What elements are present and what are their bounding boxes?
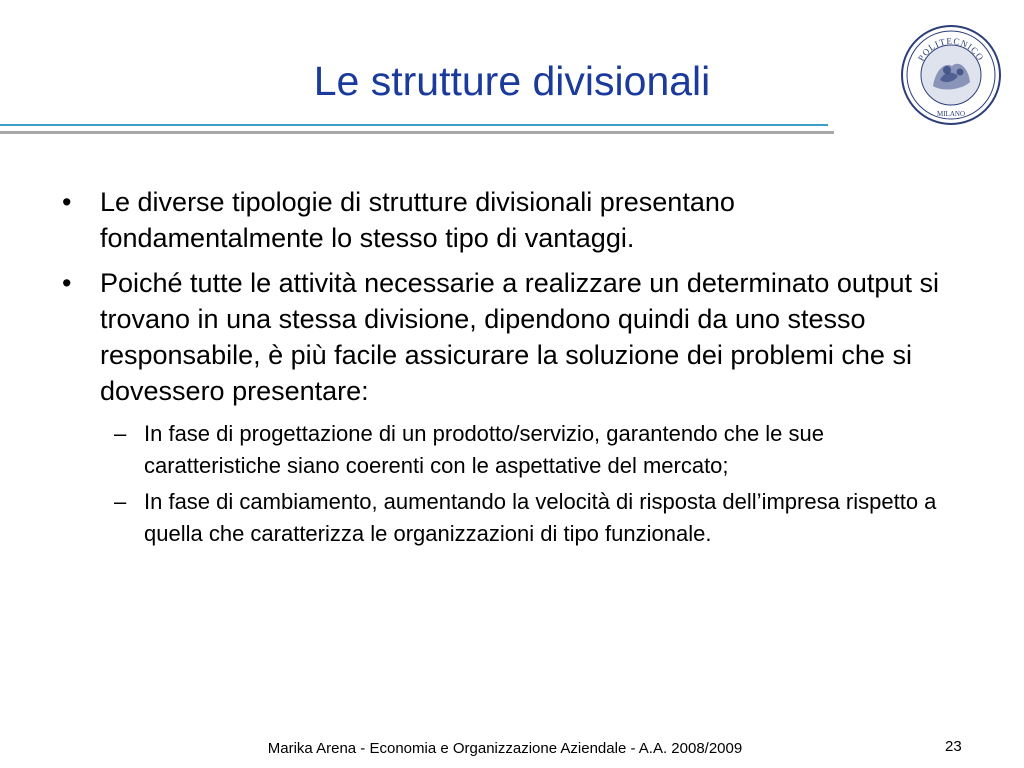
bullet-marker: • <box>62 268 72 298</box>
bullet-text: Poiché tutte le attività necessarie a realizzare un determinato output si trovano in una stessa divisione, dipendono quindi da uno stesso responsabile, è più facile assicurare la soluzione dei problemi che si dovessero presentare: <box>100 268 939 406</box>
bullet-marker: • <box>62 187 72 217</box>
seal-text-bottom: MILANO <box>937 110 965 118</box>
seal-text-top: POLITECNICO <box>915 35 987 63</box>
slide-footer: Marika Arena - Economia e Organizzazione Aziendale - A.A. 2008/2009 <box>267 740 743 757</box>
title-rule-blue <box>0 124 828 126</box>
title-rule-gray <box>0 131 834 134</box>
bullet-text: Le diverse tipologie di strutture divisionali presentano fondamentalmente lo stesso tipo di vantaggi. <box>100 187 735 253</box>
sub-bullet-item <box>62 486 962 550</box>
politecnico-milano-seal-icon <box>900 24 1002 126</box>
sub-bullet-text: In fase di progettazione di un prodotto/servizio, garantendo che le sue caratteristiche siano coerenti con le aspettative del mercato; <box>144 421 825 478</box>
page-number: 23 <box>945 738 962 755</box>
sub-bullet-text: In fase di cambiamento, aumentando la velocità di risposta dell’impresa rispetto a quella che caratterizza le organizzazioni di tipo funzionale. <box>144 489 937 546</box>
slide-body <box>62 184 962 554</box>
slide-title: Le strutture divisionali <box>313 58 711 104</box>
bullet-item <box>62 265 962 409</box>
sub-bullet-marker: – <box>114 489 127 514</box>
sub-bullet-item <box>62 418 962 482</box>
bullet-item <box>62 184 962 256</box>
sub-bullet-marker: – <box>114 421 127 446</box>
